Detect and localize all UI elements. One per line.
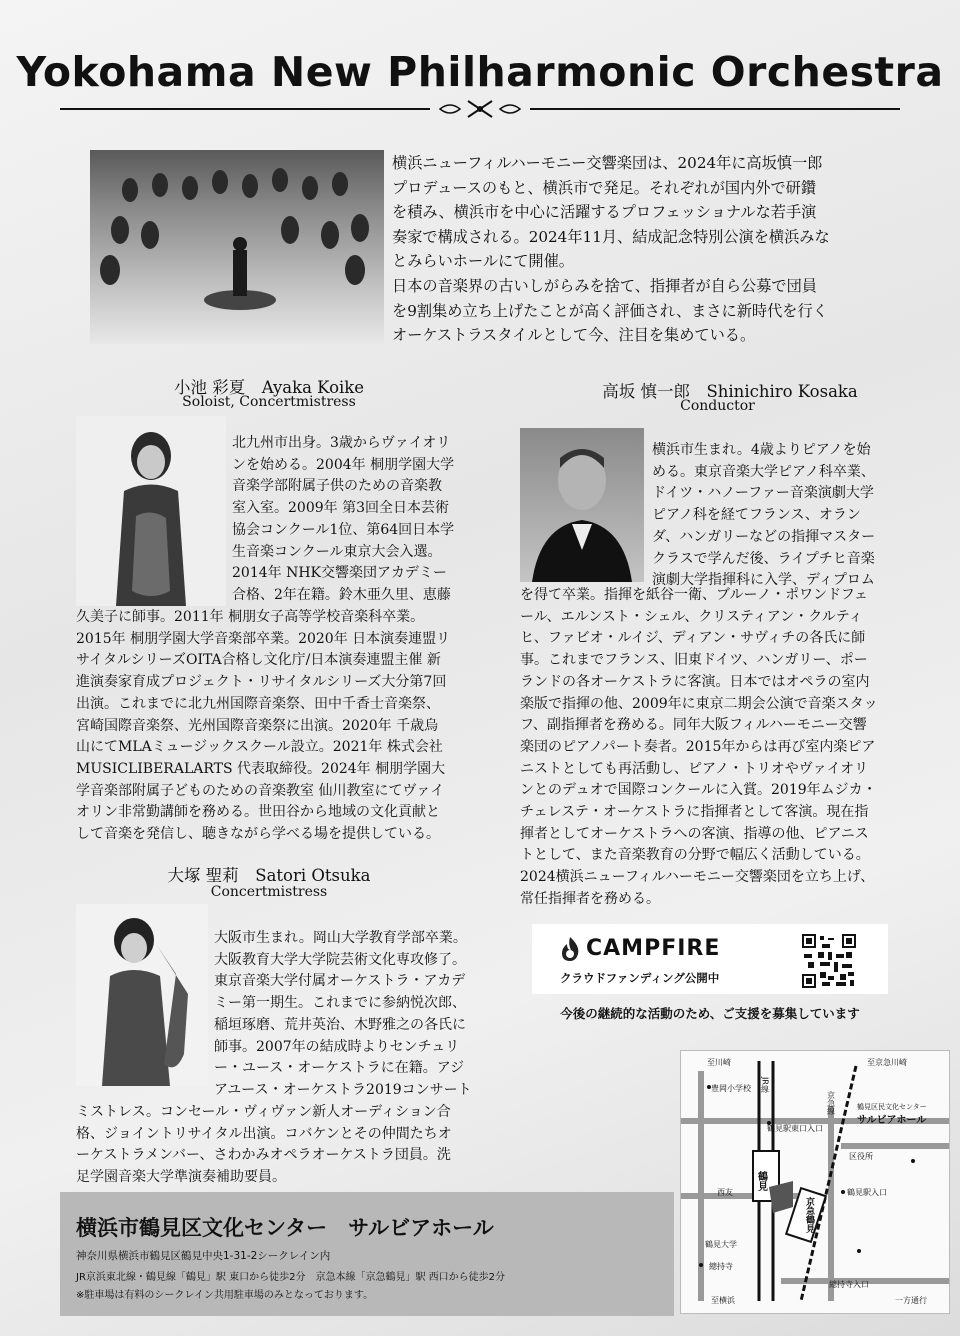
qr-code[interactable] — [802, 934, 856, 988]
venue-access: JR京浜東北線・鶴見線「鶴見」駅 東口から徒歩2分 京急本線「京急鶴見」駅 西口から徒歩2分 — [76, 1272, 505, 1283]
map-hall: サルビアホール — [857, 1115, 927, 1126]
venue-name: 横浜市鶴見区文化センター サルビアホール — [76, 1215, 494, 1240]
map-oneway: 一方通行 — [895, 1296, 927, 1305]
campfire-logo: CAMPFIRE — [586, 936, 721, 961]
otsuka-photo — [76, 904, 208, 1086]
kosaka-photo — [520, 428, 644, 582]
map-seiyu: 西友 — [717, 1188, 733, 1197]
map-sojiji-entrance: 總持寺入口 — [829, 1280, 869, 1289]
venue-footer — [60, 1192, 674, 1316]
intro-text: 横浜ニューフィルハーモニー交響楽団は、2024年に高坂慎一郎 プロデュースのもと、横浜市で発足。それぞれが国内外で研鑽 を積み、横浜市を中心に活躍するプロフェッショナルな若手演 奏家で構成される。2024年11月、結成記念特別公演を横浜みな とみらいホールにて開催。 日本の音楽界の古いしがらみを捨て、指揮者が自ら公募で団員 を9割集め立ち上げたことが高く評価され、まさに新時代を行く オーケストラスタイルとして今、注目を集めている。 — [392, 154, 830, 345]
map-tsurumi-univ: 鶴見大学 — [705, 1240, 737, 1249]
venue-address: 神奈川県横浜市鶴見区鶴見中央1-31-2シークレイン内 — [76, 1250, 331, 1262]
otsuka-role: Concertmistress — [210, 884, 328, 900]
map-jr-line: JR線 — [760, 1077, 770, 1093]
kosaka-role: Conductor — [680, 398, 755, 414]
kosaka-bio-side: 横浜市生まれ。4歳よりピアノを始 める。東京音楽大学ピアノ科卒業、 ドイツ・ハノーファー音楽演劇大学 ピアノ科を経てフランス、オラン ダ、ハンガリーなどの指揮マスター クラスで学んだ後、ライプチヒ音楽 演劇大学指揮科に入学、ディプロム — [652, 442, 876, 589]
map-to-keikyu-kawasaki: 至京急川崎 — [867, 1058, 907, 1067]
map-to-yokohama: 至横浜 — [711, 1296, 735, 1305]
campfire-flame-icon — [558, 936, 582, 962]
koike-role: Soloist, Concertmistress — [182, 394, 356, 410]
otsuka-bio-side: 大阪市生まれ。岡山大学教育学部卒業。 大阪教育大学大学院芸術文化専攻修了。 東京音楽大学付属オーケストラ・アカデ ミー第一期生。これまでに参納悦次郎、 稲垣琢磨、荒井英治、木野雅之の各氏に 師事。2007年の結成時よりセンチュリ ー・ユース・オーケストラに在籍。アジ アユース・オーケストラ2019コンサート — [214, 930, 472, 1098]
otsuka-name: 大塚 聖莉 Satori Otsuka — [167, 866, 371, 885]
support-note: 今後の継続的な活動のため、ご支援を募集しています — [560, 1006, 860, 1021]
map-keikyu-tsurumi: 京急鶴見 — [804, 1197, 814, 1233]
map-ward-office: 区役所 — [849, 1152, 873, 1161]
map-keikyu-line: 京急線 — [826, 1091, 836, 1115]
koike-photo — [76, 416, 226, 606]
title-divider — [60, 98, 900, 120]
koike-bio-side: 北九州市出身。3歳からヴァイオリ ンを始める。2004年 桐朋学園大学 音楽学部附属子供のための音楽教 室入室。2009年 第3回全日本芸術 協会コンクール1位、第64回日本学 生音楽コンクール東京大会入選。 2014年 NHK交響楽団アカデミー 合格、2年在籍。鈴木亜久里、恵藤 — [232, 435, 455, 603]
venue-parking: ※駐車場は有料のシークレイン共用駐車場のみとなっております。 — [76, 1290, 374, 1301]
map-tsurumi-station: 鶴見 — [755, 1171, 767, 1191]
map-east-exit: 鶴見駅東口入口 — [767, 1124, 823, 1133]
koike-bio-full: 久美子に師事。2011年 桐朋女子高等学校音楽科卒業。 2015年 桐朋学園大学音楽部卒業。2020年 日本演奏連盟リ サイタルシリーズOITA合格し文化庁/日本演奏連盟主催 新 進演奏家育成プロジェクト・リサイタルシリーズ大分第7回 出演。これまでに北九州国際音楽祭、田中千香士音楽祭、 宮崎国際音楽祭、光州国際音楽祭に出演。2020年 千歳烏 山にてMLAミュージックスクール設立。2021年 株式会社 MUSICLIBERALARTS 代表取締役。2024年 桐朋学園大 学音楽部附属子どものための音楽教室 仙川教室にてヴァイ オリン非常勤講師を務める。世田谷から地域の文化貢献と して音楽を発信し、聴きながら学べる場を提供している。 — [76, 609, 451, 843]
kosaka-bio-full: を得て卒業。指揮を紙谷一衛、ブルーノ・ポワンドフェ ール、エルンスト・シェル、クリスティアン・クルティ ヒ、ファビオ・ルイジ、ディアン・サヴィチの各氏に師 事。これまでフランス、旧東ドイツ、ハンガリー、ポー ランドの各オーケストラに客演。日本ではオペラの室内 楽版で指揮の他、2009年に東京二期会公演で音楽スタッ フ、副指揮者を務める。同年大阪フィルハーモニー交響 楽団のピアノパート奏者。2015年からは再び室内楽ピア ニストとしても再活動し、ピアノ・トリオやヴァイオリ ンとのデュオで国際コンクールに入賞。2019年ムジカ・ チェレステ・オーケストラに指揮者として客演。現在指 揮者としてオーケストラへの客演、指導の他、ピアニス トとして、また音楽教育の分野で幅広く活動している。 2024横浜ニューフィルハーモニー交響楽団を立ち上げ、 常任指揮者を務める。 — [520, 587, 878, 907]
page-title: Yokohama New Philharmonic Orchestra — [16, 48, 944, 96]
map-keikyu-entrance: 鶴見駅入口 — [847, 1188, 887, 1197]
campfire-subtitle: クラウドファンディング公開中 — [560, 971, 720, 985]
kosaka-name: 高坂 慎一郎 Shinichiro Kosaka — [602, 382, 858, 401]
map-sojiji: 總持寺 — [709, 1262, 733, 1271]
orchestra-photo — [90, 150, 384, 344]
map-school: 豊岡小学校 — [711, 1084, 751, 1093]
access-map — [680, 1050, 950, 1314]
otsuka-bio-full: ミストレス。コンセール・ヴィヴァン新人オーディション合 格、ジョイントリサイタル出演。コバケンとその仲間たちオ ーケストラメンバー、さわかみオペラオーケストラ団員。洗 足学園音楽大学準演奏補助要員。 — [76, 1104, 452, 1186]
campfire-banner[interactable] — [532, 924, 888, 994]
map-hall-small: 鶴見区民文化センター — [857, 1103, 927, 1111]
map-to-kawasaki: 至川崎 — [707, 1058, 731, 1067]
koike-name: 小池 彩夏 Ayaka Koike — [173, 378, 365, 397]
